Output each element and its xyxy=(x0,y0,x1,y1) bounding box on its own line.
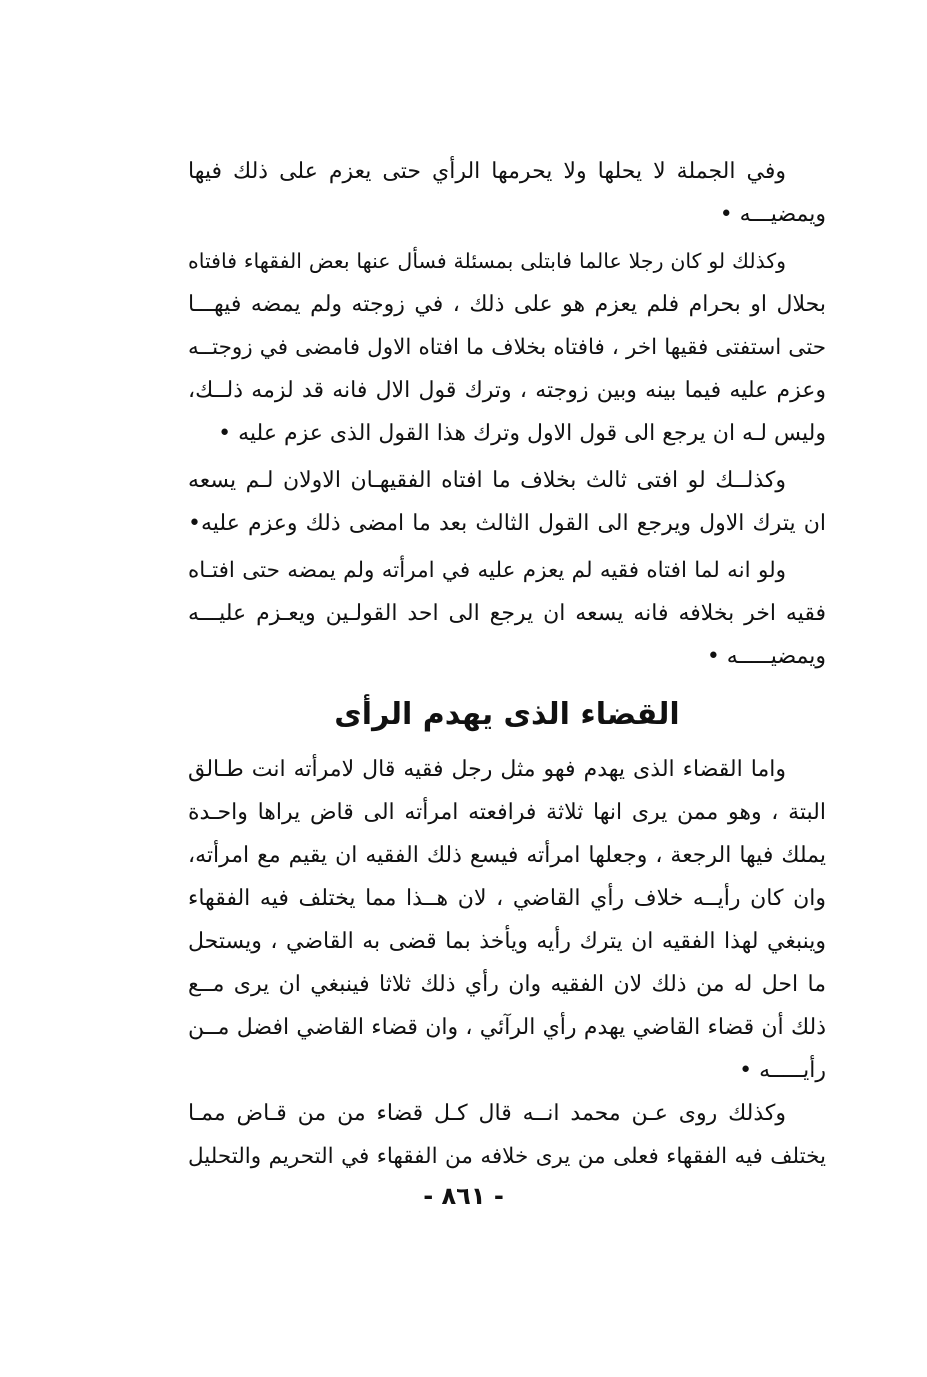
text-line: وكذلــك لو افتى ثالث بخلاف ما افتاه الفقيهـان الاولان لـم يسعه xyxy=(188,468,786,493)
paragraph-6 xyxy=(188,1092,826,1178)
text-line: ذلك أن قضاء القاضي يهدم رأي الرآئي ، وان قضاء القاضي افضل مــن xyxy=(188,1015,826,1040)
text-line: ويمضيـــــه • xyxy=(706,644,826,669)
text-line: حتى استفتى فقيها اخر ، فافتاه بخلاف ما افتاه الاول فامضى في زوجتــه xyxy=(188,335,826,360)
page-number: - ٨٦١ - xyxy=(423,1182,504,1210)
paragraph-4 xyxy=(188,549,826,678)
paragraph-1 xyxy=(188,150,826,236)
text-line: وان كان رأيــه خلاف رأي القاضي ، لان هــذا مما يختلف فيه الفقهاء xyxy=(188,886,826,911)
text-line: وليس لـه ان يرجع الى قول الاول وترك هذا القول الذى عزم عليه • xyxy=(218,421,826,446)
paragraph-5 xyxy=(188,748,826,1092)
text-section-bottom xyxy=(188,748,826,1178)
text-line: فقيه اخر بخلافه فانه يسعه ان يرجع الى احد القولـين ويعـزم عليـــه xyxy=(188,601,826,626)
text-line: ولو انه لما افتاه فقيه لم يعزم عليه في امرأته ولم يمضه حتى افتـاه xyxy=(188,558,786,583)
paragraph-3 xyxy=(188,459,826,545)
text-line: واما القضاء الذى يهدم فهو مثل رجل فقيه قال لامرأته انت طـالق xyxy=(188,757,786,782)
text-line: وينبغي لهذا الفقيه ان يترك رأيه ويأخذ بما قضى به القاضي ، ويستحل xyxy=(188,929,826,954)
text-line: يملك فيها الرجعة ، وجعلها امرأته فيسع ذلك الفقيه ان يقيم مع امرأته، xyxy=(188,843,826,868)
text-line: رأيـــــه • xyxy=(739,1058,826,1083)
text-line: ما احل له من ذلك لان الفقيه وان رأي ذلك ثلاثا فينبغي ان يرى مــع xyxy=(188,972,826,997)
section-heading: القضاء الذى يهدم الرأى xyxy=(334,697,680,732)
text-line: بحلال او بحرام فلم يعزم هو على ذلك ، في زوجته ولم يمضه فيهـــا xyxy=(188,292,826,317)
paragraph-2 xyxy=(188,240,826,455)
text-line: ويمضيـــه • xyxy=(719,202,826,227)
text-line: وكذلك لو كان رجلا عالما فابتلى بمسئلة فسأل عنها بعض الفقهاء فافتاه xyxy=(188,249,786,273)
text-section-top xyxy=(188,150,826,678)
text-line: البتة ، وهو ممن يرى انها ثلاثة فرافعته امرأته الى قاض يراها واحـدة xyxy=(188,800,826,825)
text-line: وكذلك روى عـن محمد انــه قال كـل قضاء من من قـاض ممـا xyxy=(188,1101,786,1126)
text-line: ان يترك الاول ويرجع الى القول الثالث بعد ما امضى ذلك وعزم عليه• xyxy=(188,511,826,536)
text-line: وعزم عليه فيما بينه وبين زوجته ، وترك قول الال فانه قد لزمه ذلــك، xyxy=(188,378,826,403)
text-line: وفي الجملة لا يحلها ولا يحرمها الرأي حتى يعزم على ذلك فيها xyxy=(188,159,786,184)
text-line: يختلف فيه الفقهاء فعلى من يرى خلافه من الفقهاء في التحريم والتحليل xyxy=(188,1144,826,1169)
